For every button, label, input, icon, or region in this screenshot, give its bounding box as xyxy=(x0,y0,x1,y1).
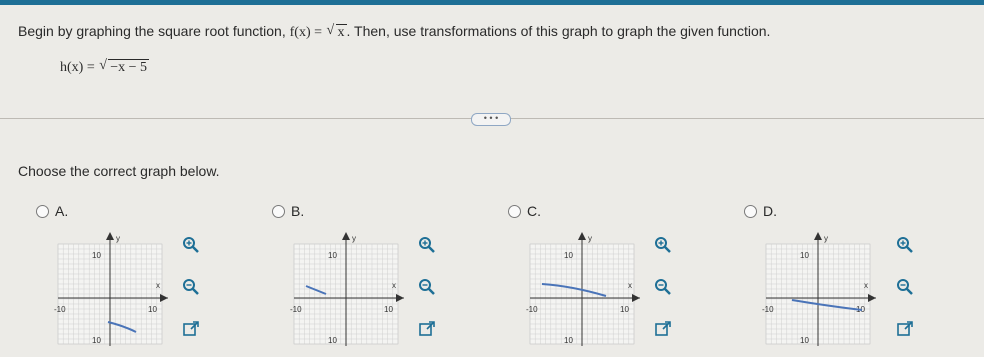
expand-icon[interactable] xyxy=(894,318,916,340)
x-left-tick: -10 xyxy=(54,305,66,314)
y-top-tick: 10 xyxy=(800,251,809,260)
problem-statement xyxy=(18,23,770,41)
choose-prompt: Choose the correct graph below. xyxy=(18,163,220,179)
option-d-radio[interactable] xyxy=(744,205,757,218)
option-a[interactable] xyxy=(36,203,68,219)
expand-icon[interactable] xyxy=(652,318,674,340)
x-right-tick: 10 xyxy=(620,305,629,314)
y-bottom-tick: 10 xyxy=(564,336,573,345)
graph-c[interactable] xyxy=(522,228,642,350)
y-top-tick: 10 xyxy=(564,251,573,260)
option-c-label: C. xyxy=(527,203,541,219)
y-top-tick: 10 xyxy=(328,251,337,260)
x-axis-label: x xyxy=(392,281,396,290)
zoom-out-icon[interactable] xyxy=(416,276,438,298)
fx-radicand: x xyxy=(337,25,345,40)
zoom-in-icon[interactable] xyxy=(894,234,916,256)
option-c-radio[interactable] xyxy=(508,205,521,218)
radical xyxy=(327,25,347,41)
option-d[interactable] xyxy=(744,203,777,219)
x-right-tick: 10 xyxy=(148,305,157,314)
x-axis-label: x xyxy=(156,281,160,290)
given-function-radicand: −x − 5 xyxy=(110,60,148,75)
option-a-radio[interactable] xyxy=(36,205,49,218)
expand-more-button[interactable]: • • • xyxy=(471,113,511,126)
x-axis-label: x xyxy=(864,281,868,290)
zoom-in-icon[interactable] xyxy=(180,234,202,256)
y-axis-label: y xyxy=(824,234,828,243)
radical xyxy=(99,60,149,76)
y-bottom-tick: 10 xyxy=(328,336,337,345)
graph-b-plot xyxy=(286,228,406,350)
option-a-label: A. xyxy=(55,203,69,219)
x-right-tick: 10 xyxy=(856,305,865,314)
expand-icon[interactable] xyxy=(416,318,438,340)
zoom-in-icon[interactable] xyxy=(652,234,674,256)
given-function xyxy=(60,60,149,76)
x-right-tick: 10 xyxy=(384,305,393,314)
graph-a[interactable] xyxy=(50,228,170,350)
expand-icon[interactable] xyxy=(180,318,202,340)
y-top-tick: 10 xyxy=(92,251,101,260)
zoom-in-icon[interactable] xyxy=(416,234,438,256)
y-axis-label: y xyxy=(352,234,356,243)
option-b-label: B. xyxy=(291,203,305,219)
graph-d-plot xyxy=(758,228,878,350)
zoom-out-icon[interactable] xyxy=(180,276,202,298)
x-axis-label: x xyxy=(628,281,632,290)
graph-a-plot xyxy=(50,228,170,350)
y-axis-label: y xyxy=(116,234,120,243)
option-b[interactable] xyxy=(272,203,304,219)
graph-c-plot xyxy=(522,228,642,350)
x-left-tick: -10 xyxy=(290,305,302,314)
y-bottom-tick: 10 xyxy=(800,336,809,345)
problem-text-after: . Then, use transformations of this graph to graph the given function. xyxy=(346,23,771,39)
y-axis-label: y xyxy=(588,234,592,243)
top-accent-bar xyxy=(0,0,984,5)
graph-b[interactable] xyxy=(286,228,406,350)
zoom-out-icon[interactable] xyxy=(652,276,674,298)
problem-text-before: Begin by graphing the square root function, xyxy=(18,23,290,39)
option-b-radio[interactable] xyxy=(272,205,285,218)
fx-label: f(x) = xyxy=(289,25,326,40)
x-left-tick: -10 xyxy=(526,305,538,314)
option-c[interactable] xyxy=(508,203,541,219)
option-d-label: D. xyxy=(763,203,777,219)
given-function-label: h(x) = xyxy=(60,60,99,75)
square-root-function xyxy=(290,25,347,40)
y-bottom-tick: 10 xyxy=(92,336,101,345)
zoom-out-icon[interactable] xyxy=(894,276,916,298)
x-left-tick: -10 xyxy=(762,305,774,314)
graph-d[interactable] xyxy=(758,228,878,350)
